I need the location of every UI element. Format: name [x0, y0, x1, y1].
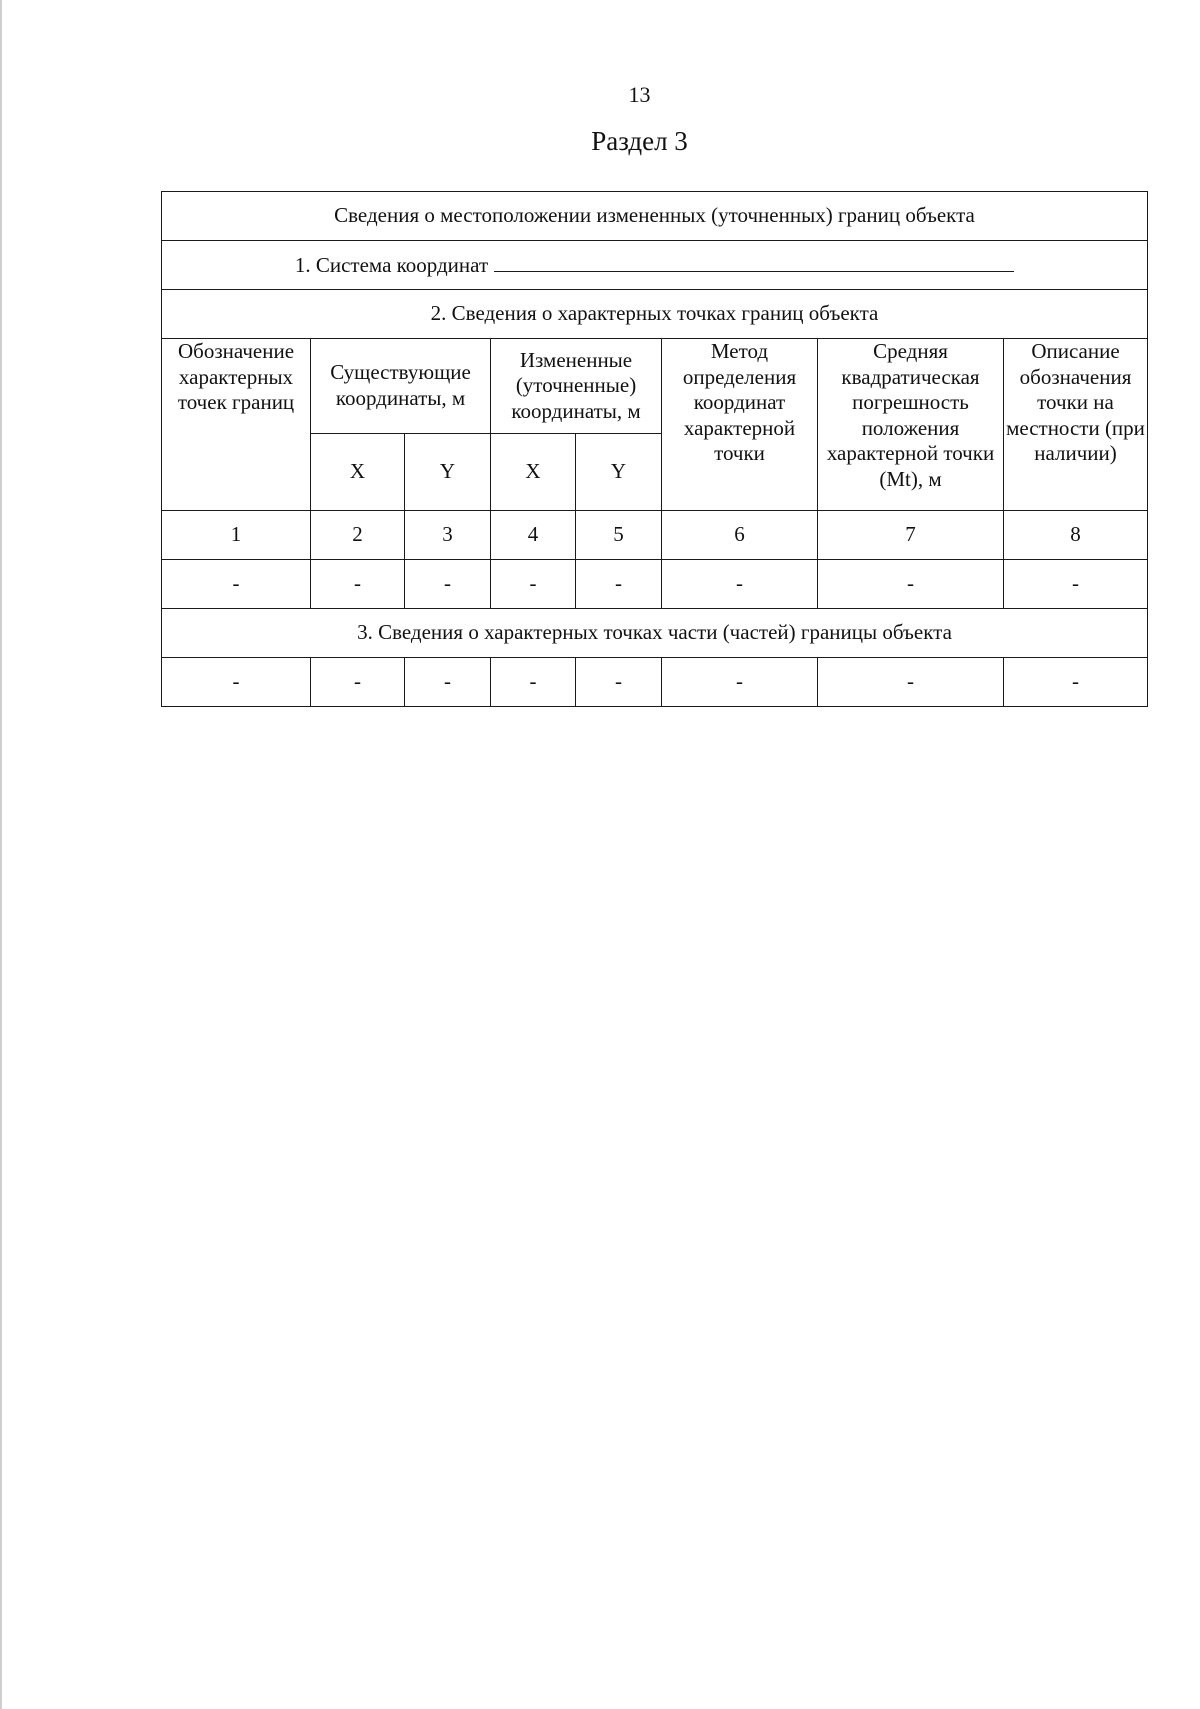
- column-number: 2: [311, 511, 405, 560]
- table-cell: -: [311, 560, 405, 609]
- header-existing-x: X: [311, 434, 405, 511]
- table-cell: -: [1004, 560, 1148, 609]
- table-cell: -: [311, 658, 405, 707]
- boundary-info-table: [161, 191, 1148, 707]
- table-cell: -: [662, 658, 818, 707]
- table-cell: -: [576, 658, 662, 707]
- table-title: Сведения о местоположении измененных (уточненных) границ объекта: [162, 192, 1148, 241]
- part-section-label: 3. Сведения о характерных точках части (частей) границы объекта: [162, 609, 1148, 658]
- header-row: [162, 339, 1148, 434]
- scan-edge: [0, 0, 2, 1709]
- table-cell: -: [162, 658, 311, 707]
- header-point-designation: Обозначение характерных точек границ: [162, 339, 311, 511]
- points-section-label: 2. Сведения о характерных точках границ объекта: [162, 290, 1148, 339]
- points-section-row: [162, 290, 1148, 339]
- column-number: 5: [576, 511, 662, 560]
- coord-system-label: 1. Система координат: [294, 253, 489, 278]
- part-section-row: [162, 609, 1148, 658]
- coord-system-cell: [162, 241, 1148, 290]
- table-cell: -: [491, 560, 576, 609]
- part-data-row: [162, 658, 1148, 707]
- coord-system-row: [162, 241, 1148, 290]
- table-cell: -: [405, 560, 491, 609]
- column-number: 8: [1004, 511, 1148, 560]
- header-changed-y: Y: [576, 434, 662, 511]
- header-changed-x: X: [491, 434, 576, 511]
- header-rms-error: Средняя квадратическая погрешность положения характерной точки (Mt), м: [818, 339, 1004, 511]
- table-cell: -: [662, 560, 818, 609]
- table-cell: -: [491, 658, 576, 707]
- table-cell: -: [818, 658, 1004, 707]
- coord-system-blank-line: [494, 251, 1014, 272]
- table-cell: -: [405, 658, 491, 707]
- header-existing-coords: Существующие координаты, м: [311, 339, 491, 434]
- table-cell: -: [818, 560, 1004, 609]
- header-point-description: Описание обозначения точки на местности (при наличии): [1004, 339, 1148, 511]
- column-number: 3: [405, 511, 491, 560]
- section-title: Раздел 3: [591, 126, 688, 156]
- page-number: 13: [628, 82, 651, 107]
- column-number: 6: [662, 511, 818, 560]
- column-number-row: [162, 511, 1148, 560]
- table-cell: -: [162, 560, 311, 609]
- column-number: 1: [162, 511, 311, 560]
- column-number: 7: [818, 511, 1004, 560]
- header-changed-coords: Измененные (уточненные) координаты, м: [491, 339, 662, 434]
- column-number: 4: [491, 511, 576, 560]
- header-existing-y: Y: [405, 434, 491, 511]
- table-title-row: [162, 192, 1148, 241]
- table-cell: -: [576, 560, 662, 609]
- header-method: Метод определения координат характерной точки: [662, 339, 818, 511]
- points-data-row: [162, 560, 1148, 609]
- table-cell: -: [1004, 658, 1148, 707]
